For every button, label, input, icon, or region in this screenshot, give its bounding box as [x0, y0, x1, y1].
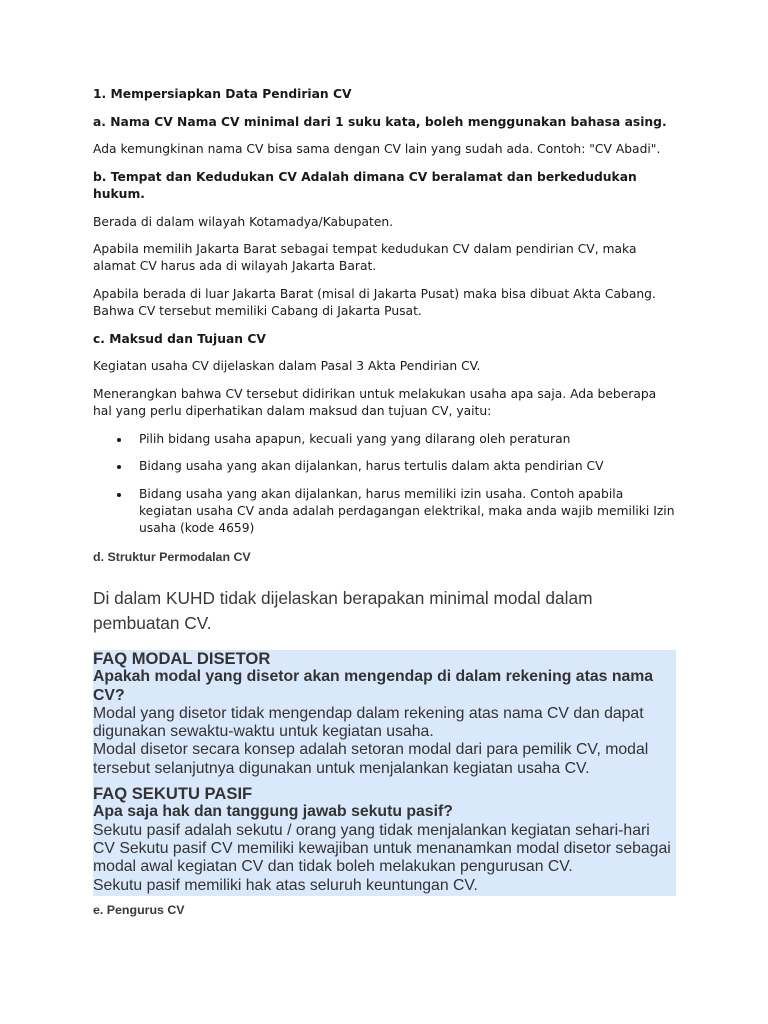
faq-box: [93, 650, 676, 896]
faq-answer: Modal yang disetor tidak mengendap dalam rekening atas nama CV dan dapat digunakan sewaktu-waktu untuk kegiatan usaha.: [93, 704, 644, 741]
section-a-text: Ada kemungkinan nama CV bisa sama dengan CV lain yang sudah ada. Contoh: "CV Abadi".: [93, 142, 661, 157]
faq-question: Apakah modal yang disetor akan mengendap di dalam rekening atas nama CV?: [93, 668, 654, 704]
section-b-paragraph: Berada di dalam wilayah Kotamadya/Kabupaten.: [93, 214, 394, 229]
section-e-title: e. Pengurus CV: [93, 902, 185, 917]
section-c-paragraph: Menerangkan bahwa CV tersebut didirikan untuk melakukan usaha apa saja. Ada beberapa hal yang perlu diperhatikan dalam maksud dan tujuan CV, yaitu:: [93, 386, 657, 419]
list-item: Bidang usaha yang akan dijalankan, harus tertulis dalam akta pendirian CV: [139, 458, 676, 475]
list-item: Bidang usaha yang akan dijalankan, harus memiliki izin usaha. Contoh apabila kegiatan usaha CV anda adalah perdagangan elektrikal, maka anda wajib memiliki Izin usaha (kode 4659): [139, 486, 676, 538]
faq-answer: CV Sekutu pasif CV memiliki kewajiban untuk menanamkan modal disetor sebagai modal awal kegiatan CV dan tidak boleh melakukan pengurusan CV.: [93, 839, 671, 876]
list-item: Pilih bidang usaha apapun, kecuali yang yang dilarang oleh peraturan: [139, 431, 676, 448]
section-c-title: c. Maksud dan Tujuan CV: [93, 331, 266, 346]
faq-sekutu-pasif: [93, 785, 676, 895]
document-page: [93, 86, 676, 928]
faq-answer: Sekutu pasif memiliki hak atas seluruh keuntungan CV.: [93, 876, 478, 894]
faq-answer: Sekutu pasif adalah sekutu / orang yang tidak menjalankan kegiatan sehari-hari: [93, 821, 650, 839]
heading-mempersiapkan-data: 1. Mempersiapkan Data Pendirian CV: [93, 87, 352, 101]
faq-modal-disetor: [93, 650, 676, 778]
section-c-paragraph: Kegiatan usaha CV dijelaskan dalam Pasal 3 Akta Pendirian CV.: [93, 359, 481, 374]
faq-answer: Modal disetor secara konsep adalah setoran modal dari para pemilik CV, modal tersebut selanjutnya digunakan untuk menjalankan kegiatan usaha CV.: [93, 741, 649, 777]
section-a-title: a. Nama CV Nama CV minimal dari 1 suku kata, boleh menggunakan bahasa asing.: [93, 114, 667, 129]
section-d-title: d. Struktur Permodalan CV: [93, 549, 251, 564]
section-b-paragraph: Apabila memilih Jakarta Barat sebagai tempat kedudukan CV dalam pendirian CV, maka alamat CV harus ada di wilayah Jakarta Barat.: [93, 242, 637, 274]
faq-question: Apa saja hak dan tanggung jawab sekutu pasif?: [93, 803, 453, 821]
faq-title: FAQ SEKUTU PASIF: [93, 784, 253, 804]
section-b-title: b. Tempat dan Kedudukan CV Adalah dimana CV beralamat dan berkedudukan hukum.: [93, 169, 637, 201]
section-b-paragraph: Apabila berada di luar Jakarta Barat (misal di Jakarta Pusat) maka bisa dibuat Akta Cabang. Bahwa CV tersebut memiliki Cabang di Jakarta Pusat.: [93, 286, 656, 319]
faq-title: FAQ MODAL DISETOR: [93, 648, 271, 668]
bullet-list: [93, 431, 676, 538]
section-d-intro: Di dalam KUHD tidak dijelaskan berapakan minimal modal dalam pembuatan CV.: [93, 587, 593, 634]
